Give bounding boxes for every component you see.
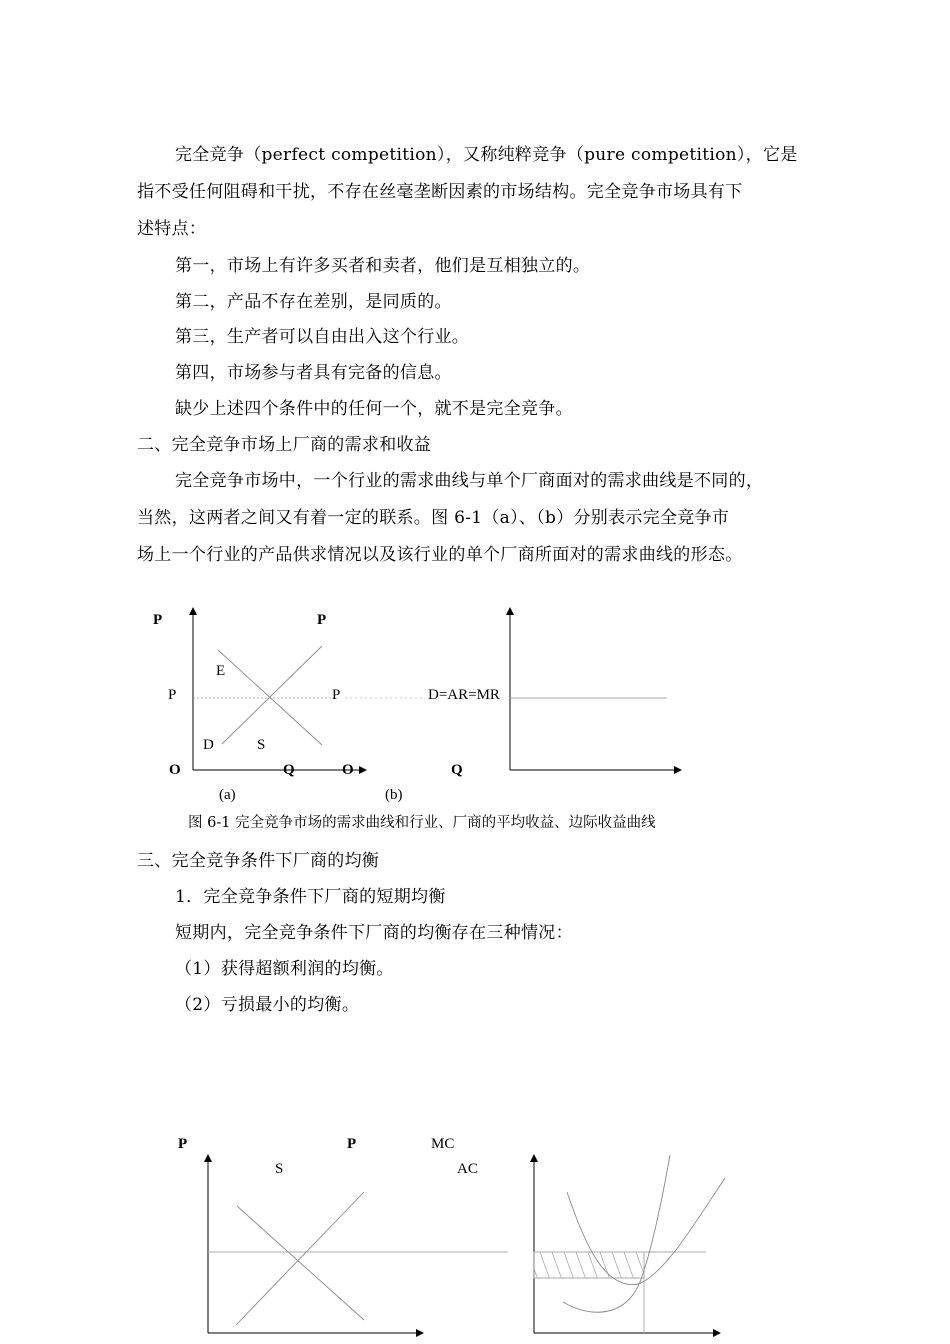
fig1a-subcaption: (a)	[219, 787, 236, 803]
fig2b-mc-label: MC	[431, 1136, 455, 1152]
fig2b-ac-label: AC	[457, 1161, 478, 1177]
section-heading-3: 三、完全竞争条件下厂商的均衡	[137, 851, 380, 871]
condition-4: 第四，市场参与者具有完备的信息。	[175, 363, 452, 383]
paragraph-3: 短期内，完全竞争条件下厂商的均衡存在三种情况：	[175, 923, 573, 943]
fig1a-price-label: P	[168, 687, 177, 703]
fig1a-origin-label: O	[169, 762, 181, 778]
fig1b-demand-label: D=AR=MR	[428, 687, 500, 703]
fig1b-q-axis-label: Q	[451, 762, 463, 778]
fig2a-p-axis-label: P	[178, 1136, 188, 1152]
fig1b-origin-label: O	[342, 762, 354, 778]
condition-2: 第二，产品不存在差别，是同质的。	[175, 292, 452, 312]
paragraph-2-line-3: 场上一个行业的产品供求情况以及该行业的单个厂商所面对的需求曲线的形态。	[137, 545, 743, 565]
fig1a-s-label: S	[257, 737, 266, 753]
fig2b-p-axis-label: P	[347, 1136, 357, 1152]
condition-1: 第一，市场上有许多买者和卖者，他们是互相独立的。	[175, 256, 591, 276]
figure-6-1-caption: 图 6-1 完全竞争市场的需求曲线和行业、厂商的平均收益、边际收益曲线	[188, 815, 656, 831]
paragraph-1-line-2: 指不受任何阻碍和干扰，不存在丝毫垄断因素的市场结构。完全竞争市场具有下	[137, 182, 743, 202]
fig1b-subcaption: (b)	[385, 787, 403, 803]
fig1b-price-label: P	[332, 687, 341, 703]
paragraph-1-line-1: 完全竞争（perfect competition），又称纯粹竞争（pure competition），它是	[175, 145, 798, 165]
fig2a-demand-curve	[237, 1206, 364, 1320]
fig1a-d-label: D	[203, 737, 214, 753]
case-1: （1）获得超额利润的均衡。	[175, 959, 394, 979]
case-2: （2）亏损最小的均衡。	[175, 995, 360, 1015]
condition-summary: 缺少上述四个条件中的任何一个，就不是完全竞争。	[175, 399, 573, 419]
fig2b-mc-curve	[563, 1155, 670, 1312]
subsection-heading-3-1: 1．完全竞争条件下厂商的短期均衡	[175, 887, 446, 907]
paragraph-2-line-1: 完全竞争市场中，一个行业的需求曲线与单个厂商面对的需求曲线是不同的，	[175, 471, 764, 491]
paragraph-2-line-2: 当然，这两者之间又有着一定的联系。图 6-1（a）、（b）分别表示完全竞争市	[137, 508, 730, 528]
fig1a-q-axis-label: Q	[283, 762, 295, 778]
fig1b-p-axis-label: P	[317, 612, 327, 628]
condition-3: 第三，生产者可以自由出入这个行业。	[175, 327, 470, 347]
fig1a-equilibrium-label: E	[216, 663, 226, 679]
fig2a-s-label: S	[275, 1161, 284, 1177]
paragraph-1-line-3: 述特点：	[137, 219, 207, 239]
fig2b-profit-area	[534, 1252, 644, 1278]
section-heading-2: 二、完全竞争市场上厂商的需求和收益	[137, 435, 432, 455]
fig2a-supply-curve	[236, 1192, 364, 1325]
fig1a-p-axis-label: P	[153, 612, 163, 628]
